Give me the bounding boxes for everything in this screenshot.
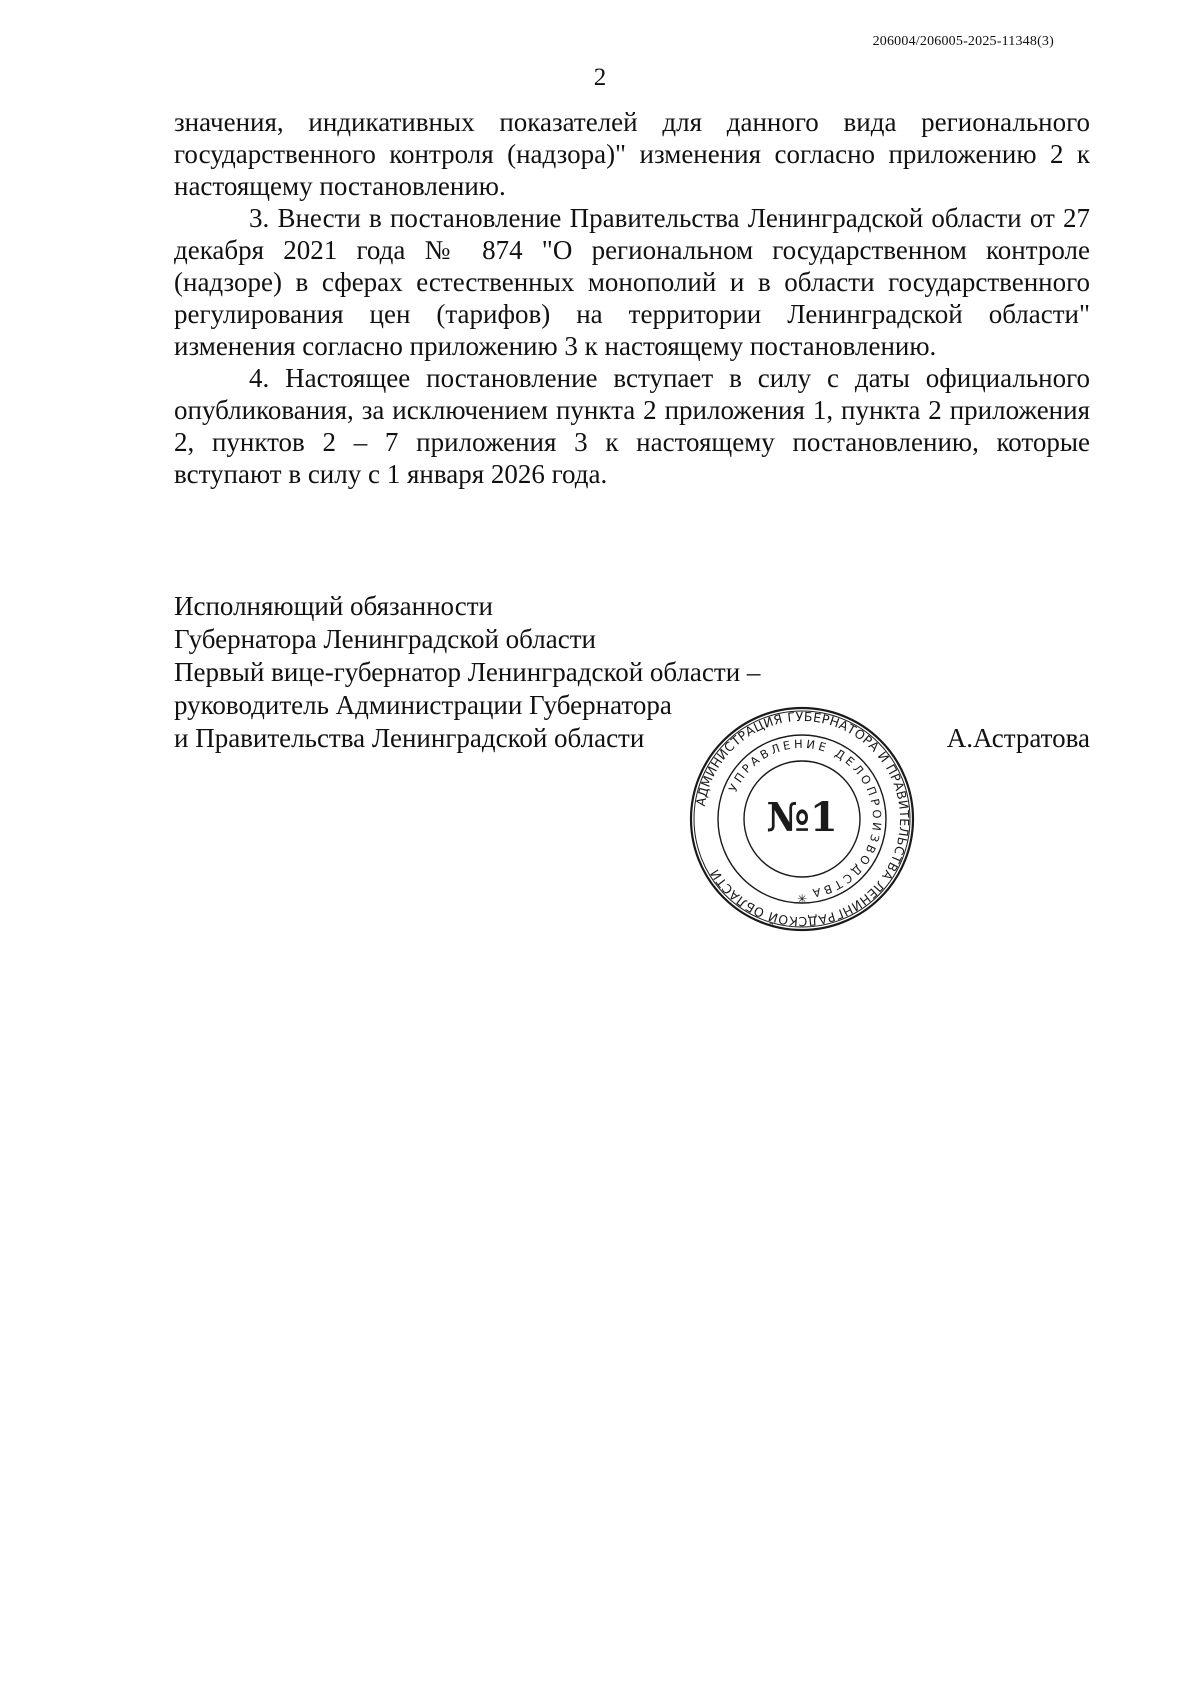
signature-title-line: Губернатора Ленинградской области: [174, 624, 596, 654]
paragraph-item-3: 3. Внести в постановление Правительства Ленинградской области от 27 декабря 2021 года № 874 "О региональном государственном контроле (надзоре) в сферах естественных монополий и в области государственного регулирования цен (тарифов) на территории Ленинградской области" изменения согласно приложению 3 к настоящему постановлению.: [174, 203, 1090, 361]
signature-title-line: Первый вице-губернатор Ленинградской области –: [174, 657, 761, 687]
paragraph-continuation: значения, индикативных показателей для данного вида регионального государственного контроля (надзора)" изменения согласно приложению 2 к настоящему постановлению.: [174, 107, 1090, 201]
stamp-outer-text: АДМИНИСТРАЦИЯ ГУБЕРНАТОРА И ПРАВИТЕЛЬСТВА ЛЕНИНГРАДСКОЙ ОБЛАСТИ: [692, 708, 913, 930]
document-id: 206004/206005-2025-11348(3): [872, 34, 1054, 49]
signature-block: [174, 590, 760, 755]
official-stamp: [688, 705, 916, 933]
document-body: [174, 106, 1090, 490]
page-number: 2: [593, 64, 607, 91]
stamp-inner-text: УПРАВЛЕНИЕ ДЕЛОПРОИЗВОДСТВА: [725, 736, 885, 901]
stamp-star-icon: ✳: [796, 892, 808, 906]
signature-title-line: Исполняющий обязанности: [174, 591, 493, 621]
signature-title-line: руководитель Администрации Губернатора: [174, 690, 672, 720]
stamp-center-number: №1: [766, 794, 838, 841]
signature-title-line: и Правительства Ленинградской области: [174, 723, 645, 753]
signer-name: А.Астратова: [946, 723, 1090, 753]
paragraph-item-4: 4. Настоящее постановление вступает в силу с даты официального опубликования, за исключением пункта 2 приложения 1, пункта 2 приложения 2, пунктов 2 – 7 приложения 3 к настоящему постановлению, которые вступают в силу с 1 января 2026 года.: [174, 363, 1090, 489]
